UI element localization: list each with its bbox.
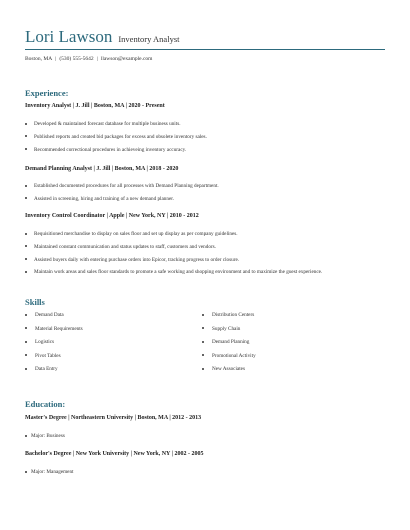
job-bullets [25, 231, 322, 282]
bullet-icon [25, 245, 27, 247]
skill-item: Supply Chain [202, 326, 379, 340]
skill-item: New Associates [202, 366, 379, 380]
skill-item: Promotional Activity [202, 353, 379, 367]
skill-item: Demand Data [25, 312, 202, 326]
skill-item: Pivot Tables [25, 353, 202, 367]
bullet-icon [25, 327, 27, 329]
bullet-icon [25, 123, 27, 125]
resume-header [25, 27, 180, 47]
candidate-title: Inventory Analyst [118, 34, 180, 44]
contact-line: Boston, MA | (530) 555-5642 | llawson@example.com [25, 56, 153, 62]
contact-location: Boston, MA [25, 56, 53, 62]
bullet-icon [25, 368, 27, 370]
header-divider [25, 49, 385, 50]
bullet-icon [202, 341, 204, 343]
job-title-line: Inventory Control Coordinator | Apple | New York, NY | 2010 - 2012 [25, 213, 199, 219]
job-bullet: Established documented procedures for all processes with Demand Planning department. [25, 183, 219, 196]
bullet-icon [25, 471, 27, 473]
skills-heading: Skills [25, 297, 45, 307]
job-bullet: Maintained constant communication and status updates to staff, customers and vendors. [25, 244, 322, 257]
bullet-icon [25, 233, 27, 235]
bullet-icon [25, 354, 27, 356]
skill-item: Material Requirements [25, 326, 202, 340]
job-bullet: Published reports and created bid packages for excess and obsolete inventory sales. [25, 134, 207, 147]
degree-title-line: Master's Degree | Northeastern University | Boston, MA | 2012 - 2013 [25, 415, 202, 421]
education-heading: Education: [25, 399, 66, 409]
bullet-icon [25, 341, 27, 343]
degree-title-line: Bachelor's Degree | New York University | New York, NY | 2002 - 2005 [25, 451, 204, 457]
bullet-icon [25, 185, 27, 187]
bullet-icon [202, 327, 204, 329]
bullet-icon [202, 314, 204, 316]
skill-item: Distribution Centers [202, 312, 379, 326]
bullet-icon [202, 354, 204, 356]
job-bullet: Requisitioned merchandise to display on sales floor and set up display as per company guidelines. [25, 231, 322, 244]
bullet-icon [25, 135, 27, 137]
job-title-line: Inventory Analyst | J. Jill | Boston, MA | 2020 - Present [25, 103, 165, 109]
bullet-icon [25, 258, 27, 260]
bullet-icon [25, 148, 27, 150]
bullet-icon [202, 368, 204, 370]
skill-item: Demand Planning [202, 339, 379, 353]
job-bullet: Assisted buyers daily with entering purchase orders into Epicor, tracking progress to order closure. [25, 257, 322, 270]
job-bullet: Assisted in screening, hiring and training of a new demand planner. [25, 196, 219, 209]
bullet-icon [25, 435, 27, 437]
contact-phone: (530) 555-5642 [59, 56, 94, 62]
job-bullets [25, 183, 219, 209]
job-bullets [25, 121, 207, 159]
skill-item: Data Entry [25, 366, 202, 380]
job-bullet: Developed & maintained forecast database for multiple business units. [25, 121, 207, 134]
contact-email[interactable]: llawson@example.com [100, 56, 153, 62]
degree-detail: Major: Business [25, 433, 65, 439]
job-bullet: Recommended correctional procedures in achieveing inventory accuracy. [25, 147, 207, 160]
bullet-icon [25, 197, 27, 199]
job-bullet: Maintain work areas and sales floor standards to promote a safe working and shopping environment and to maximize the guest experience. [25, 269, 322, 282]
bullet-icon [25, 271, 27, 273]
candidate-name: Lori Lawson [25, 27, 113, 46]
experience-heading: Experience: [25, 88, 69, 98]
skills-grid [25, 312, 385, 380]
job-title-line: Demand Planning Analyst | J. Jill | Boston, MA | 2018 - 2020 [25, 166, 179, 172]
skill-item: Logistics [25, 339, 202, 353]
degree-detail: Major: Management [25, 469, 74, 475]
bullet-icon [25, 314, 27, 316]
